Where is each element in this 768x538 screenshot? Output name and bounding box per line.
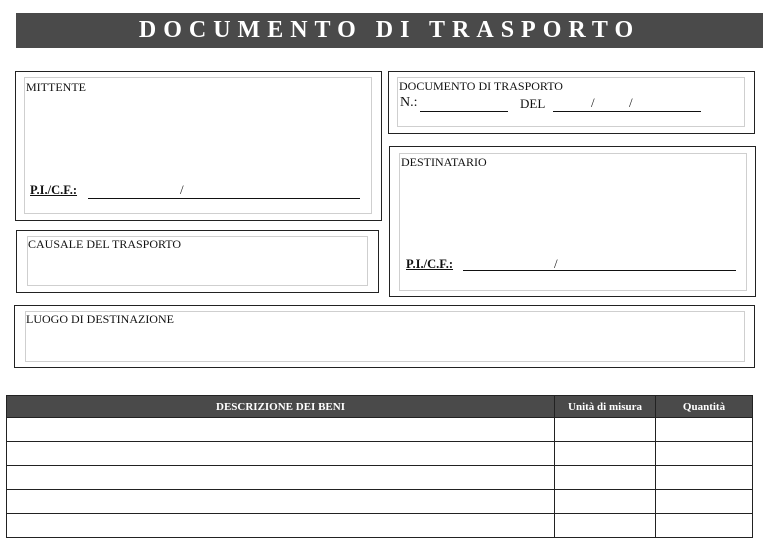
destinatario-box <box>389 146 756 297</box>
table-row <box>7 514 753 538</box>
documento-box <box>388 71 755 134</box>
causale-label: CAUSALE DEL TRASPORTO <box>28 237 182 251</box>
cell-quantita[interactable] <box>656 442 753 466</box>
destinatario-picf-label: P.I./C.F.: <box>406 257 454 271</box>
cell-descrizione[interactable] <box>7 514 555 538</box>
cell-descrizione[interactable] <box>7 418 555 442</box>
mittente-picf-separator: / <box>180 182 184 197</box>
cell-quantita[interactable] <box>656 418 753 442</box>
luogo-label: LUOGO DI DESTINAZIONE <box>26 312 174 326</box>
causale-box <box>16 230 379 293</box>
cell-descrizione[interactable] <box>7 466 555 490</box>
cell-descrizione[interactable] <box>7 442 555 466</box>
mittente-picf-label: P.I./C.F.: <box>30 183 78 197</box>
mittente-box <box>15 71 382 221</box>
destinatario-picf-separator: / <box>554 256 558 271</box>
luogo-inner-field[interactable] <box>25 311 745 362</box>
documento-date-label: DEL <box>520 96 546 111</box>
cell-descrizione[interactable] <box>7 490 555 514</box>
documento-date-separator-1: / <box>591 95 595 110</box>
documento-date-separator-2: / <box>629 95 633 110</box>
document-title: DOCUMENTO DI TRASPORTO <box>16 13 763 48</box>
destinatario-picf-line[interactable] <box>463 270 736 271</box>
documento-number-line[interactable] <box>420 111 508 112</box>
beni-table <box>6 395 753 538</box>
destinatario-inner-field[interactable] <box>399 153 747 291</box>
documento-inner-field <box>397 77 745 127</box>
cell-quantita[interactable] <box>656 490 753 514</box>
mittente-inner-field[interactable] <box>24 77 372 214</box>
table-row <box>7 418 753 442</box>
table-row <box>7 490 753 514</box>
cell-unita-misura[interactable] <box>555 466 656 490</box>
cell-unita-misura[interactable] <box>555 514 656 538</box>
cell-unita-misura[interactable] <box>555 418 656 442</box>
documento-date-line[interactable] <box>553 111 701 112</box>
documento-label: DOCUMENTO DI TRASPORTO <box>399 79 563 93</box>
luogo-box <box>14 305 755 368</box>
destinatario-label: DESTINATARIO <box>401 155 487 169</box>
causale-inner-field[interactable] <box>27 236 368 286</box>
documento-number-label: N.: <box>400 95 418 110</box>
header-unita-misura: Unità di misura <box>555 396 656 418</box>
cell-quantita[interactable] <box>656 514 753 538</box>
table-row <box>7 442 753 466</box>
cell-unita-misura[interactable] <box>555 442 656 466</box>
table-row <box>7 466 753 490</box>
table-header-row <box>7 396 753 418</box>
mittente-picf-line[interactable] <box>88 198 360 199</box>
header-quantita: Quantità <box>656 396 753 418</box>
header-descrizione: DESCRIZIONE DEI BENI <box>7 396 555 418</box>
mittente-label: MITTENTE <box>26 80 86 94</box>
cell-unita-misura[interactable] <box>555 490 656 514</box>
cell-quantita[interactable] <box>656 466 753 490</box>
